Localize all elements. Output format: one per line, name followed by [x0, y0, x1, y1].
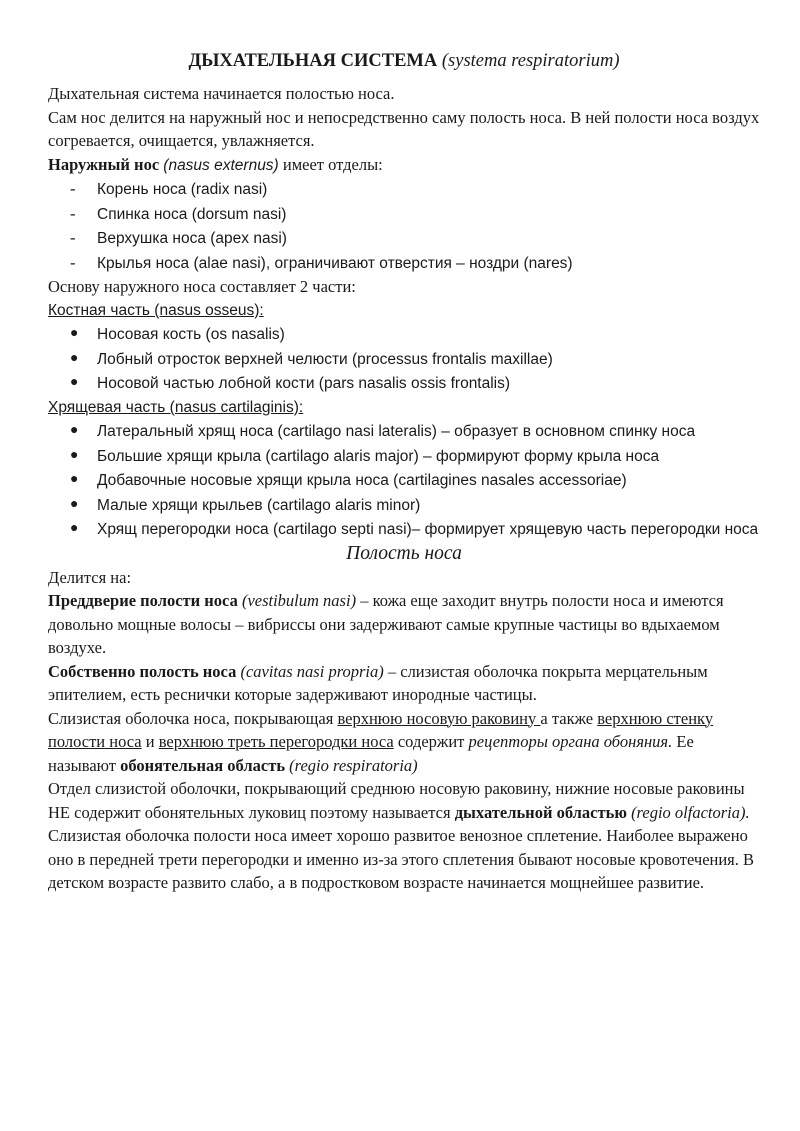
external-nose-rest: имеет отделы: — [278, 154, 383, 174]
proper-cavity-latin: (cavitas nasi propria) — [240, 661, 384, 681]
vestibule-paragraph — [48, 589, 760, 660]
olfactory-receptors-text: рецепторы органа обоняния. — [468, 732, 673, 751]
upper-wall-text: верхнюю стенку полости носа — [48, 708, 714, 751]
list-item: - Спинка носа (dorsum nasi) — [48, 202, 760, 227]
list-item: - Крылья носа (alae nasi), ограничивают отверстия – ноздри (nares) — [48, 251, 760, 276]
dash-marker: - — [70, 203, 76, 223]
proper-cavity-bold: Собственно полость носа — [48, 661, 237, 681]
list-item: ● Лобный отросток верхней челюсти (processus frontalis maxillae) — [48, 347, 760, 372]
respiratory-region-bold: дыхательной областью — [454, 802, 627, 822]
dash-marker: - — [70, 252, 76, 272]
external-nose-bold: Наружный нос — [48, 154, 160, 174]
intro-paragraph-1: Дыхательная система начинается полостью носа. — [48, 84, 395, 103]
olfactory-paragraph: Слизистая оболочка носа, покрывающая верхнюю носовую раковину а также верхнюю стенку полости носа и верхнюю треть перегородки носа содержит рецепторы органа обоняния. Ее называют обонятельная область (regio respiratoria) — [48, 708, 714, 775]
olfactory-region-bold: обонятельная область — [120, 755, 286, 775]
list-item: ● Малые хрящи крыльев (cartilago alaris minor) — [48, 493, 760, 518]
proper-cavity-text: – слизистая оболочка покрыта мерцательным эпителием, есть реснички которые задерживают инородные частицы. — [48, 661, 708, 704]
basis-paragraph: Основу наружного носа составляет 2 части: — [48, 277, 356, 296]
bullet-marker: ● — [70, 423, 79, 438]
external-nose-latin: (nasus externus) — [163, 156, 279, 174]
vestibule-text: – кожа еще заходит внутрь полости носа и имеются довольно мощные волосы – вибриссы они задерживают самые крупные частицы во вдыхаемом воздухе. — [48, 591, 724, 657]
dash-marker: - — [70, 228, 76, 247]
title-latin: (systema respiratorium) — [441, 51, 620, 71]
list-item: ● Носовая кость (os nasalis) — [48, 322, 760, 347]
list-item: - Корень носа (radix nasi) — [48, 177, 760, 202]
cartilage-part-heading: Хрящевая часть (nasus cartilaginis): — [48, 398, 304, 416]
list-item: ● Латеральный хрящ носа (cartilago nasi lateralis) – образует в основном спинку носа — [48, 419, 760, 444]
proper-cavity-paragraph — [48, 660, 760, 707]
bony-part-list — [48, 322, 760, 396]
intro-paragraph-2: Сам нос делится на наружный нос и непосредственно саму полость носа. В ней полости носа воздух согревается, очищается, увлажняется. — [48, 107, 760, 150]
document-page — [48, 48, 760, 895]
bullet-marker: ● — [70, 521, 79, 536]
external-nose-list — [48, 177, 760, 275]
vestibule-bold: Преддверие полости носа — [48, 591, 238, 610]
bullet-marker: ● — [70, 447, 79, 463]
respiratory-paragraph: Отдел слизистой оболочки, покрывающий среднюю носовую раковину, нижние носовые раковины НЕ содержит обонятельных луковиц поэтому называется дыхательной областью (regio olfactoria). — [48, 779, 750, 822]
bullet-marker: ● — [70, 350, 79, 366]
upper-concha-link-text: верхнюю носовую раковину — [337, 708, 541, 728]
list-item: ● Носовой частью лобной кости (pars nasalis ossis frontalis) — [48, 371, 760, 396]
dash-marker: - — [70, 179, 76, 198]
upper-septum-text: верхнюю треть перегородки носа — [158, 732, 394, 751]
cartilage-part-list — [48, 419, 760, 542]
vestibule-latin: (vestibulum nasi) — [241, 591, 357, 610]
title-bold: ДЫХАТЕЛЬНАЯ СИСТЕМА — [188, 51, 438, 71]
bony-part-heading: Костная часть (nasus osseus): — [48, 301, 264, 319]
olfactory-region-latin: (regio respiratoria) — [289, 755, 418, 775]
list-item: ● Хрящ перегородки носа (cartilago septi nasi)– формирует хрящевую часть перегородки носа — [48, 517, 760, 542]
list-item: - Верхушка носа (apex nasi) — [48, 226, 760, 251]
list-item: ● Добавочные носовые хрящи крыла носа (cartilagines nasales accessoriae) — [48, 468, 760, 493]
divides-paragraph: Делится на: — [48, 567, 132, 587]
respiratory-region-latin: (regio olfactoria). — [631, 802, 750, 822]
bullet-marker: ● — [70, 472, 79, 487]
external-nose-heading — [48, 153, 760, 178]
nasal-cavity-heading: Полость носа — [346, 542, 462, 564]
document-title — [48, 48, 760, 74]
bullet-marker: ● — [70, 496, 79, 512]
list-item: ● Большие хрящи крыла (cartilago alaris major) – формируют форму крыла носа — [48, 444, 760, 469]
bullet-marker: ● — [70, 375, 79, 390]
bullet-marker: ● — [70, 326, 79, 341]
venous-plexus-paragraph: Слизистая оболочка полости носа имеет хорошо развитое венозное сплетение. Наиболее выражено оно в передней трети перегородки и именно из-за этого сплетения бывают носовые кровотечения. В детском возрасте развито слабо, а в подростковом возрасте начинается мощнейшее развитие. — [48, 826, 755, 892]
